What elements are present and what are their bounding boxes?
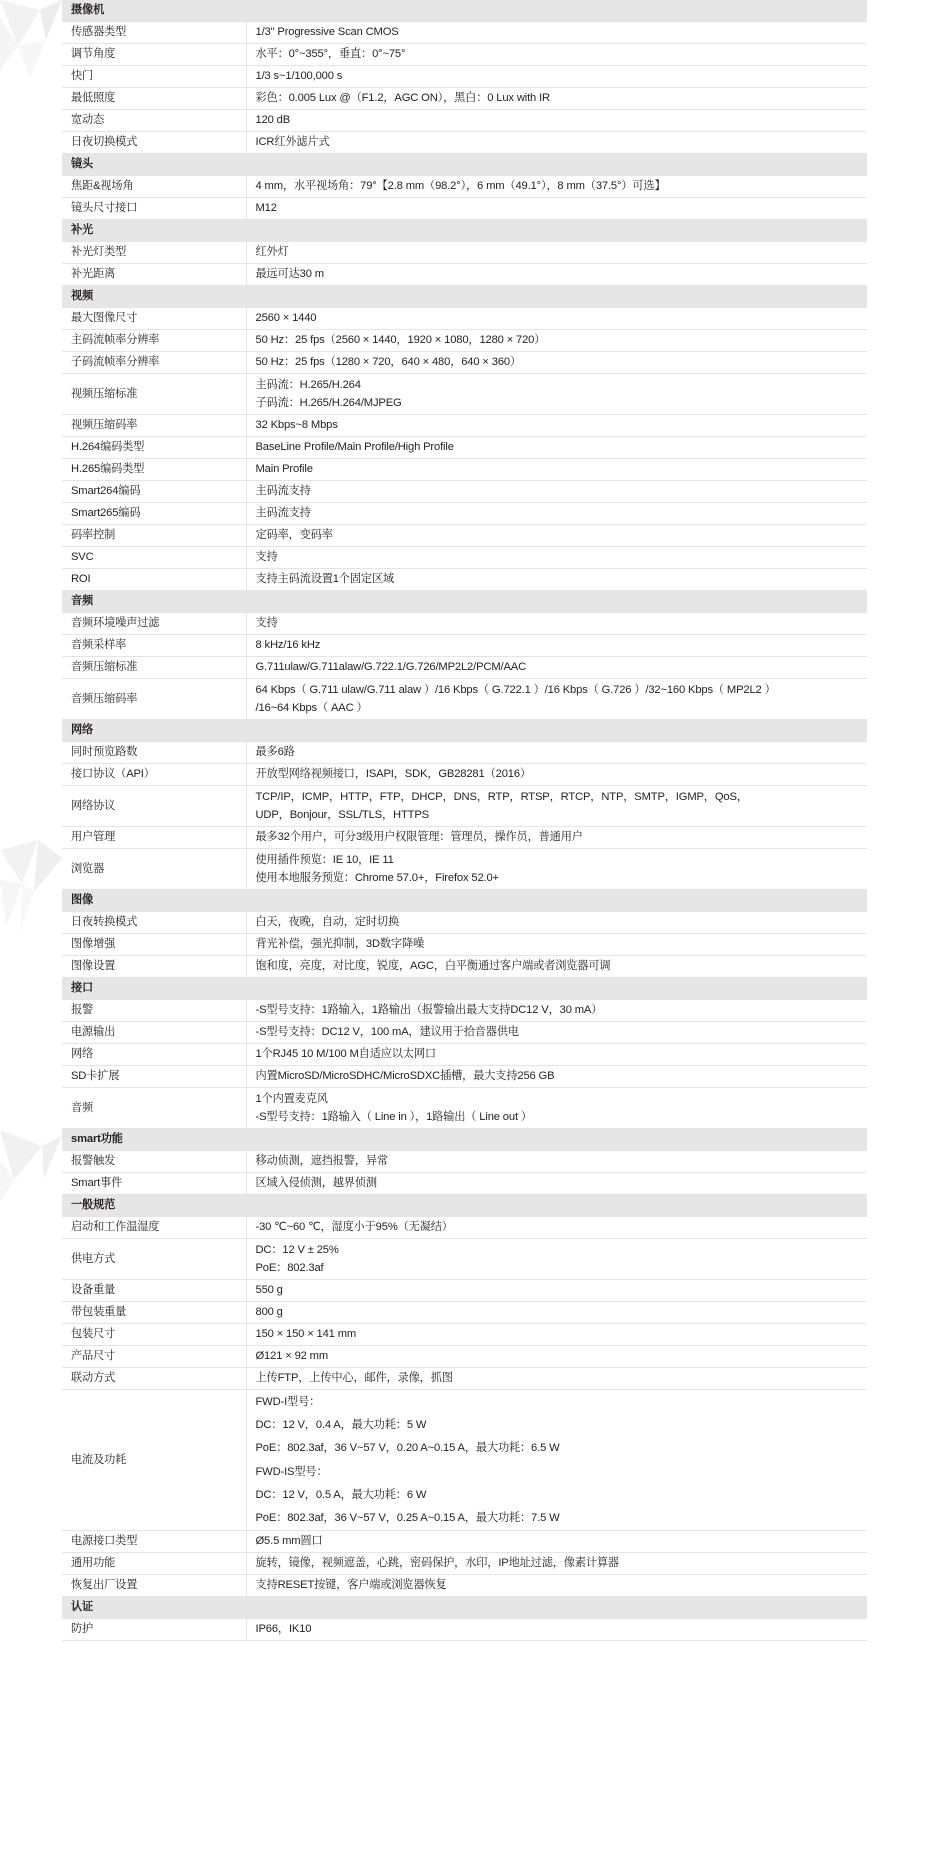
spec-value: 800 g	[246, 1302, 867, 1324]
spec-value: 旋转，镜像，视频遮盖，心跳，密码保护，水印，IP地址过滤，像素计算器	[246, 1553, 867, 1575]
spec-label: 子码流帧率分辨率	[62, 352, 246, 374]
spec-label: Smart事件	[62, 1173, 246, 1195]
spec-value-line: FWD-IS型号：	[255, 1465, 328, 1478]
spec-value-lines	[256, 376, 868, 412]
spec-value-line: -S型号支持：1路输入（ Line in ），1路输出（ Line out ）	[255, 1111, 532, 1123]
spec-label: 音频压缩码率	[62, 679, 246, 720]
section-heading: smart功能	[62, 1129, 867, 1151]
spec-label: 包装尺寸	[62, 1324, 246, 1346]
spec-value: ICR红外滤片式	[246, 132, 867, 154]
spec-value	[246, 1390, 867, 1531]
spec-row	[62, 1302, 867, 1324]
spec-label: 同时预览路数	[62, 742, 246, 764]
spec-label: H.265编码类型	[62, 459, 246, 481]
spec-row	[62, 132, 867, 154]
spec-value: 饱和度，亮度，对比度，锐度，AGC，白平衡通过客户端或者浏览器可调	[246, 956, 867, 978]
section-heading: 一般规范	[62, 1195, 867, 1217]
spec-value-line: 1个内置麦克风	[255, 1092, 328, 1105]
spec-row	[62, 569, 867, 591]
spec-label: 供电方式	[62, 1239, 246, 1280]
spec-label: 音频	[62, 1088, 246, 1129]
spec-label: 视频压缩码率	[62, 415, 246, 437]
section-header-row	[62, 1129, 867, 1151]
section-header-row	[62, 0, 867, 22]
spec-label: 最低照度	[62, 88, 246, 110]
spec-value-line: 使用插件预览：IE 10，IE 11	[255, 853, 394, 866]
spec-label: 快门	[62, 66, 246, 88]
spec-value-line: 主码流：H.265/H.264	[255, 378, 361, 391]
spec-value: 白天，夜晚，自动，定时切换	[246, 912, 867, 934]
spec-row	[62, 374, 867, 415]
spec-row	[62, 459, 867, 481]
spec-label: 日夜切换模式	[62, 132, 246, 154]
spec-row	[62, 827, 867, 849]
spec-value: 32 Kbps~8 Mbps	[246, 415, 867, 437]
spec-row	[62, 912, 867, 934]
section-heading: 接口	[62, 978, 867, 1000]
spec-value: M12	[246, 198, 867, 220]
spec-value-lines	[256, 681, 868, 717]
spec-value-line: FWD-I型号：	[255, 1395, 321, 1408]
spec-label: 通用功能	[62, 1553, 246, 1575]
spec-value: 红外灯	[246, 242, 867, 264]
section-heading: 图像	[62, 890, 867, 912]
spec-value: 50 Hz：25 fps（2560 × 1440，1920 × 1080，1280 × 720）	[246, 330, 867, 352]
spec-label: SVC	[62, 547, 246, 569]
spec-value: 1/3" Progressive Scan CMOS	[246, 22, 867, 44]
spec-value-line: 使用本地服务预览：Chrome 57.0+，Firefox 52.0+	[255, 872, 499, 884]
spec-label: 电流及功耗	[62, 1390, 246, 1531]
spec-value	[246, 1088, 867, 1129]
spec-value: 最多6路	[246, 742, 867, 764]
section-header-row	[62, 890, 867, 912]
spec-row	[62, 66, 867, 88]
section-header-row	[62, 154, 867, 176]
spec-row	[62, 503, 867, 525]
specification-table	[62, 0, 867, 1641]
spec-label: 电源接口类型	[62, 1531, 246, 1553]
spec-row	[62, 956, 867, 978]
spec-value	[246, 1239, 867, 1280]
spec-label: 宽动态	[62, 110, 246, 132]
spec-value	[246, 786, 867, 827]
spec-value-line: DC：12 V，0.4 A，最大功耗：5 W	[255, 1419, 427, 1432]
section-heading: 补光	[62, 220, 867, 242]
spec-row	[62, 1022, 867, 1044]
spec-row	[62, 1368, 867, 1390]
section-header-row	[62, 978, 867, 1000]
spec-row	[62, 525, 867, 547]
spec-value: -30 ℃~60 ℃，湿度小于95%（无凝结）	[246, 1217, 867, 1239]
spec-value: 最多32个用户，可分3级用户权限管理：管理员，操作员，普通用户	[246, 827, 867, 849]
spec-value-lines	[256, 851, 868, 887]
spec-row	[62, 934, 867, 956]
spec-row	[62, 1044, 867, 1066]
spec-row	[62, 679, 867, 720]
spec-value-line: DC：12 V，0.5 A，最大功耗：6 W	[255, 1488, 427, 1501]
spec-label: 带包装重量	[62, 1302, 246, 1324]
spec-row	[62, 742, 867, 764]
spec-value: -S型号支持：DC12 V，100 mA，建议用于拾音器供电	[246, 1022, 867, 1044]
spec-value: 2560 × 1440	[246, 308, 867, 330]
spec-row	[62, 198, 867, 220]
spec-label: 启动和工作温湿度	[62, 1217, 246, 1239]
decorative-watermark-lower	[0, 1130, 62, 1270]
section-heading: 认证	[62, 1597, 867, 1619]
spec-row	[62, 1239, 867, 1280]
spec-row	[62, 415, 867, 437]
section-header-row	[62, 286, 867, 308]
spec-row	[62, 1324, 867, 1346]
spec-value: 彩色：0.005 Lux @（F1.2，AGC ON），黑白：0 Lux with IR	[246, 88, 867, 110]
spec-row	[62, 1217, 867, 1239]
spec-label: 报警触发	[62, 1151, 246, 1173]
spec-row	[62, 764, 867, 786]
spec-label: 补光灯类型	[62, 242, 246, 264]
spec-label: 调节角度	[62, 44, 246, 66]
spec-label: 焦距&视场角	[62, 176, 246, 198]
spec-value-line: DC：12 V ± 25%	[255, 1243, 339, 1256]
spec-value: 水平：0°~355°，垂直：0°~75°	[246, 44, 867, 66]
spec-label: 防护	[62, 1619, 246, 1641]
spec-value: 120 dB	[246, 110, 867, 132]
spec-value-line: PoE：802.3af，36 V~57 V，0.25 A~0.15 A，最大功耗：7.5 W	[255, 1511, 560, 1524]
spec-value: 支持	[246, 613, 867, 635]
spec-label: H.264编码类型	[62, 437, 246, 459]
spec-row	[62, 352, 867, 374]
spec-label: 产品尺寸	[62, 1346, 246, 1368]
spec-value: 区域入侵侦测，越界侦测	[246, 1173, 867, 1195]
spec-value: 定码率，变码率	[246, 525, 867, 547]
spec-value: 50 Hz：25 fps（1280 × 720，640 × 480，640 × 360）	[246, 352, 867, 374]
spec-value: Ø121 × 92 mm	[246, 1346, 867, 1368]
spec-value: 移动侦测，遮挡报警，异常	[246, 1151, 867, 1173]
spec-row	[62, 330, 867, 352]
spec-label: SD卡扩展	[62, 1066, 246, 1088]
spec-row	[62, 264, 867, 286]
section-heading: 视频	[62, 286, 867, 308]
spec-value: IP66，IK10	[246, 1619, 867, 1641]
spec-value: 支持RESET按键，客户端或浏览器恢复	[246, 1575, 867, 1597]
spec-label: 主码流帧率分辨率	[62, 330, 246, 352]
spec-row	[62, 1346, 867, 1368]
spec-row	[62, 22, 867, 44]
spec-value-lines	[256, 1390, 868, 1529]
spec-value: 550 g	[246, 1280, 867, 1302]
section-heading: 音频	[62, 591, 867, 613]
spec-label: 日夜转换模式	[62, 912, 246, 934]
spec-label: 传感器类型	[62, 22, 246, 44]
spec-value-line: PoE：802.3af，36 V~57 V，0.20 A~0.15 A，最大功耗：6.5 W	[255, 1442, 560, 1455]
section-header-row	[62, 591, 867, 613]
spec-row	[62, 88, 867, 110]
spec-label: 网络协议	[62, 786, 246, 827]
spec-row	[62, 1000, 867, 1022]
section-header-row	[62, 1597, 867, 1619]
spec-value: 开放型网络视频接口，ISAPI，SDK，GB28281（2016）	[246, 764, 867, 786]
spec-value: 主码流支持	[246, 481, 867, 503]
spec-value-lines	[256, 1241, 868, 1277]
spec-label: 补光距离	[62, 264, 246, 286]
spec-row	[62, 1173, 867, 1195]
specification-table-body	[62, 0, 867, 1641]
spec-value: 4 mm，水平视场角：79°【2.8 mm（98.2°），6 mm（49.1°），8 mm（37.5°）可选】	[246, 176, 867, 198]
spec-label: 报警	[62, 1000, 246, 1022]
spec-label: 接口协议（API）	[62, 764, 246, 786]
spec-value: 1个RJ45 10 M/100 M自适应以太网口	[246, 1044, 867, 1066]
spec-value-lines	[256, 1090, 868, 1126]
spec-value: Ø5.5 mm圆口	[246, 1531, 867, 1553]
spec-label: 设备重量	[62, 1280, 246, 1302]
spec-row	[62, 110, 867, 132]
spec-row	[62, 1575, 867, 1597]
spec-value: G.711ulaw/G.711alaw/G.722.1/G.726/MP2L2/PCM/AAC	[246, 657, 867, 679]
spec-value: -S型号支持：1路输入，1路输出（报警输出最大支持DC12 V，30 mA）	[246, 1000, 867, 1022]
spec-value: 内置MicroSD/MicroSDHC/MicroSDXC插槽，最大支持256 GB	[246, 1066, 867, 1088]
spec-value	[246, 374, 867, 415]
spec-value-line: 子码流：H.265/H.264/MJPEG	[255, 397, 402, 409]
spec-label: 网络	[62, 1044, 246, 1066]
spec-value: 主码流支持	[246, 503, 867, 525]
spec-value-line: TCP/IP，ICMP，HTTP，FTP，DHCP，DNS，RTP，RTSP，RTCP，NTP，SMTP，IGMP，QoS，	[255, 790, 748, 803]
spec-row	[62, 1280, 867, 1302]
spec-label: ROI	[62, 569, 246, 591]
spec-row	[62, 657, 867, 679]
spec-value: 最远可达30 m	[246, 264, 867, 286]
spec-label: 最大图像尺寸	[62, 308, 246, 330]
spec-row	[62, 613, 867, 635]
spec-value: 支持主码流设置1个固定区域	[246, 569, 867, 591]
spec-row	[62, 547, 867, 569]
decorative-watermark-middle	[0, 840, 62, 990]
spec-value: Main Profile	[246, 459, 867, 481]
spec-row	[62, 1553, 867, 1575]
spec-value: 150 × 150 × 141 mm	[246, 1324, 867, 1346]
spec-label: 音频压缩标准	[62, 657, 246, 679]
decorative-watermark-top	[0, 0, 62, 120]
spec-row	[62, 308, 867, 330]
spec-value-line: 64 Kbps（ G.711 ulaw/G.711 alaw ）/16 Kbps（ G.722.1 ）/16 Kbps（ G.726 ）/32~160 Kbps（ MP2L2 ）	[255, 683, 776, 696]
spec-row	[62, 1088, 867, 1129]
section-heading: 镜头	[62, 154, 867, 176]
spec-value: 上传FTP，上传中心，邮件，录像，抓图	[246, 1368, 867, 1390]
spec-label: 音频采样率	[62, 635, 246, 657]
spec-value: 支持	[246, 547, 867, 569]
spec-value: 1/3 s~1/100,000 s	[246, 66, 867, 88]
spec-value	[246, 849, 867, 890]
section-header-row	[62, 1195, 867, 1217]
spec-label: 恢复出厂设置	[62, 1575, 246, 1597]
spec-row	[62, 849, 867, 890]
spec-row	[62, 1066, 867, 1088]
spec-row	[62, 1390, 867, 1531]
spec-value: 8 kHz/16 kHz	[246, 635, 867, 657]
spec-value: BaseLine Profile/Main Profile/High Profile	[246, 437, 867, 459]
spec-label: Smart265编码	[62, 503, 246, 525]
spec-row	[62, 1531, 867, 1553]
spec-label: 音频环境噪声过滤	[62, 613, 246, 635]
spec-label: 码率控制	[62, 525, 246, 547]
spec-label: 联动方式	[62, 1368, 246, 1390]
spec-value: 背光补偿，强光抑制，3D数字降噪	[246, 934, 867, 956]
spec-value-line: PoE：802.3af	[255, 1262, 324, 1274]
spec-value	[246, 679, 867, 720]
section-header-row	[62, 720, 867, 742]
spec-value-lines	[256, 788, 868, 824]
spec-row	[62, 176, 867, 198]
spec-label: 视频压缩标准	[62, 374, 246, 415]
spec-row	[62, 242, 867, 264]
spec-label: 图像增强	[62, 934, 246, 956]
spec-row	[62, 786, 867, 827]
spec-row	[62, 1151, 867, 1173]
section-heading: 网络	[62, 720, 867, 742]
spec-row	[62, 1619, 867, 1641]
spec-label: Smart264编码	[62, 481, 246, 503]
spec-row	[62, 481, 867, 503]
spec-label: 浏览器	[62, 849, 246, 890]
spec-row	[62, 635, 867, 657]
spec-value-line: UDP，Bonjour，SSL/TLS，HTTPS	[255, 809, 429, 821]
spec-value-line: /16~64 Kbps（ AAC ）	[255, 702, 368, 714]
spec-label: 电源输出	[62, 1022, 246, 1044]
spec-label: 用户管理	[62, 827, 246, 849]
spec-row	[62, 44, 867, 66]
section-header-row	[62, 220, 867, 242]
spec-label: 镜头尺寸接口	[62, 198, 246, 220]
section-heading: 摄像机	[62, 0, 867, 22]
spec-label: 图像设置	[62, 956, 246, 978]
spec-row	[62, 437, 867, 459]
